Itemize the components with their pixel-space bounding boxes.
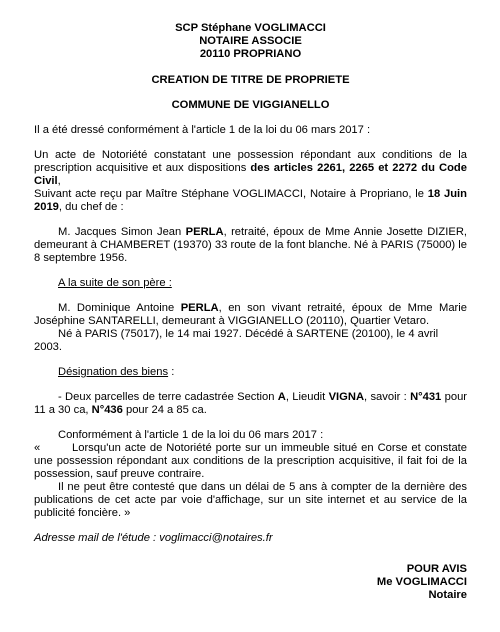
header-role: NOTAIRE ASSOCIE <box>199 35 302 47</box>
biens-text-1: - Deux parcelles de terre cadastrée Section <box>58 391 278 403</box>
biens-label <box>34 366 467 379</box>
acte-date: 18 Juin 2019 <box>34 188 467 213</box>
legal-notice <box>34 22 471 602</box>
study-email: Adresse mail de l'étude : voglimacci@notaires.fr <box>34 532 273 544</box>
commune-title: COMMUNE DE VIGGIANELLO <box>171 99 330 111</box>
header-firm: SCP Stéphane VOGLIMACCI <box>175 22 326 34</box>
person2-name: PERLA <box>180 302 219 314</box>
signature-title: Notaire <box>428 589 467 601</box>
acte-chef: , du chef de : <box>58 201 124 213</box>
signature-block <box>34 563 467 602</box>
biens-text-5: pour 24 a 85 ca. <box>122 404 207 416</box>
person2-prefix: M. Dominique Antoine <box>58 302 181 314</box>
biens-text-2: , Lieudit <box>285 391 329 403</box>
biens-parcel-1: N°431 <box>410 391 442 403</box>
biens-colon: : <box>168 366 175 378</box>
loi-quote-2: Il ne peut être contesté que dans un délai de 5 ans à compter de la dernière des publications de cet acte par voie d'affichage, sur un site internet et au service de la publicité foncière. » <box>34 481 467 519</box>
acte-suivant <box>34 188 467 214</box>
loi-quote-1: « Lorsqu'un acte de Notoriété porte sur un immeuble situé en Corse et constate une possession répondant aux conditions de la prescription acquisitive, il fait foi de la possession, sauf preuve contraire. <box>34 442 471 480</box>
biens-text-4: pour 11 a 30 ca, <box>34 391 468 416</box>
person1-rest: , retraité, époux de Mme Annie Josette DIZIER, demeurant à CHAMBERET (19370) 33 route de la font blanche. Né à PARIS (75000) le 8 septembre 1956. <box>34 226 468 264</box>
suite-label <box>34 277 467 290</box>
biens-label-text: Désignation des biens <box>58 366 169 378</box>
biens-section: A <box>277 391 286 403</box>
person2-rest: , en son vivant retraité, époux de Mme Marie Joséphine SANTARELLI, demeurant à VIGGIANELLO (20110), Quartier Vetaro. <box>34 302 467 327</box>
person1-paragraph <box>34 226 467 265</box>
loi-intro: Conformément à l'article 1 de la loi du 06 mars 2017 : <box>58 429 324 441</box>
suite-label-text: A la suite de son père : <box>58 277 172 289</box>
biens-text-3: , savoir : <box>364 391 411 403</box>
intro-text: Il a été dressé conformément à l'article 1 de la loi du 06 mars 2017 : <box>34 124 371 136</box>
person2-birth: Né à PARIS (75017), le 14 mai 1927. Décédé à SARTENE (20100), le 4 avril 2003. <box>34 328 439 353</box>
biens-lieudit: VIGNA <box>328 391 365 403</box>
notary-header <box>34 22 467 61</box>
header-city: 20110 PROPRIANO <box>199 48 302 60</box>
acte-articles: des articles 2261, 2265 et 2272 du Code Civil <box>34 162 467 187</box>
acte-paragraph <box>34 149 467 188</box>
notice-title: CREATION DE TITRE DE PROPRIETE <box>151 74 350 86</box>
person1-prefix: M. Jacques Simon Jean <box>58 226 186 238</box>
acte-suivant-text: Suivant acte reçu par Maître Stéphane VOGLIMACCI, Notaire à Propriano, le <box>34 188 428 200</box>
signature-name: Me VOGLIMACCI <box>376 576 467 588</box>
signature-pour-avis: POUR AVIS <box>406 563 467 575</box>
acte-text-1: Un acte de Notoriété constatant une possession répondant aux conditions de la prescription acquisitive et aux dispositions <box>34 149 467 174</box>
biens-parcel-2: N°436 <box>91 404 123 416</box>
person2-paragraph <box>34 302 467 328</box>
biens-paragraph <box>34 391 467 417</box>
person1-name: PERLA <box>185 226 224 238</box>
acte-text-2: , <box>57 175 61 187</box>
